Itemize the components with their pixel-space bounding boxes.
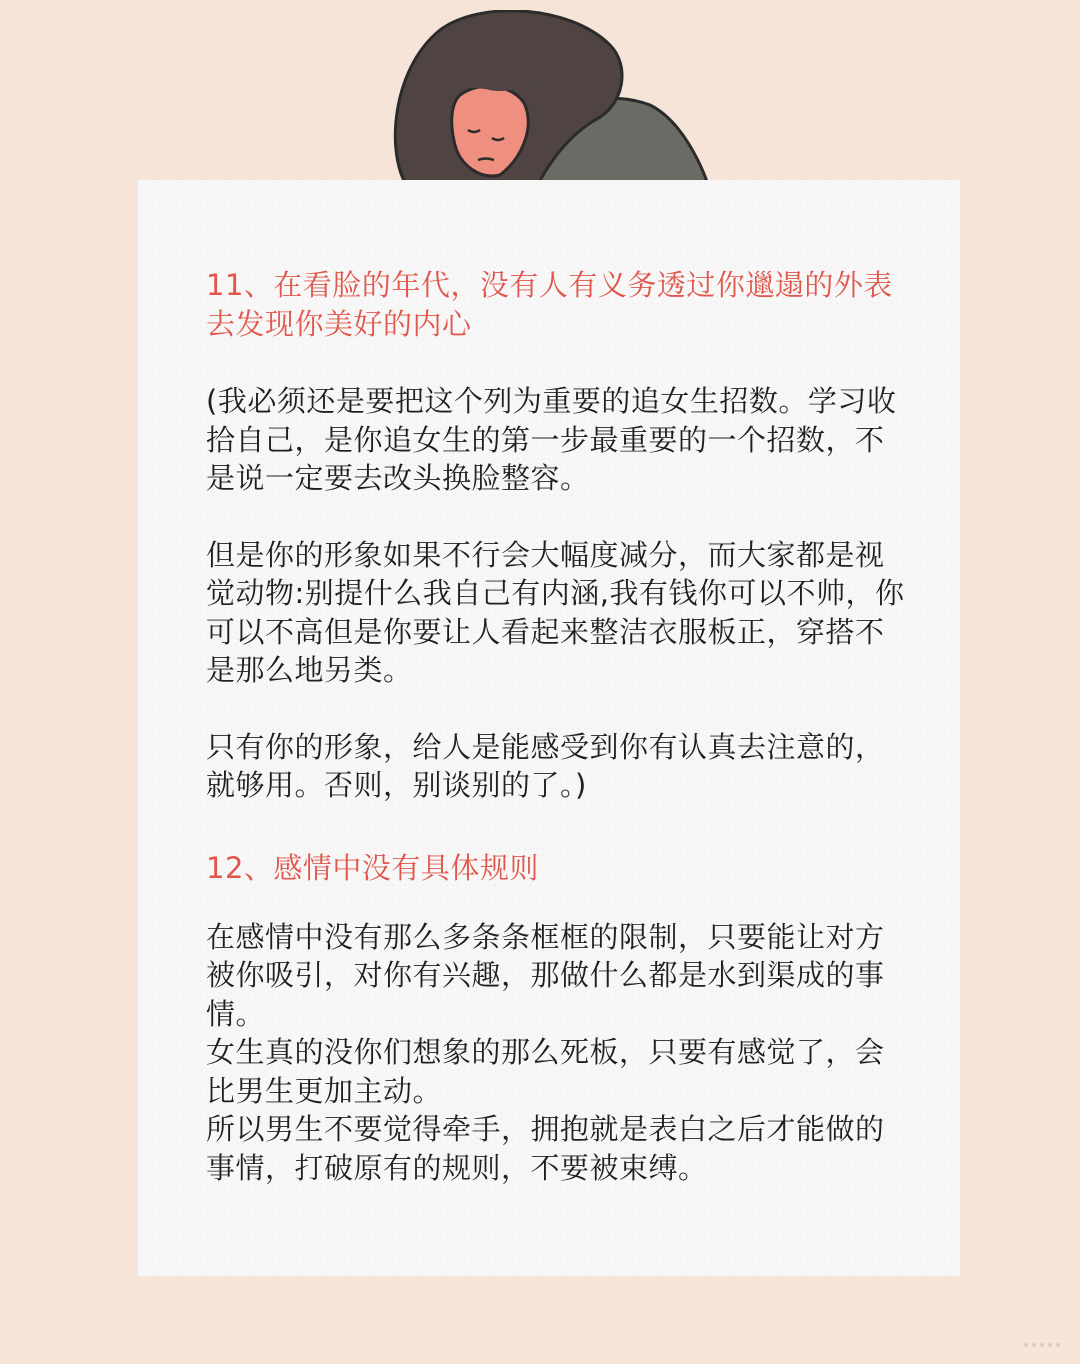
content-card (138, 180, 960, 1276)
section-12-title: 12、感情中没有具体规则 (206, 850, 539, 885)
section-12-paragraph-2: 女生真的没你们想象的那么死板，只要有感觉了，会比男生更加主动。 (206, 1035, 885, 1108)
section-11-paragraph-2: 但是你的形象如果不行会大幅度减分，而大家都是视觉动物:别提什么我自己有内涵,我有钱你可以不帅，你可以不高但是你要让人看起来整洁衣服板正，穿搭不是那么地另类。 (206, 537, 905, 687)
article-content (206, 266, 906, 1187)
watermark-dots (1022, 1340, 1062, 1350)
section-11-title: 11、在看脸的年代，没有人有义务透过你邋遢的外表去发现你美好的内心 (206, 268, 893, 341)
section-11-paragraph-3: 只有你的形象，给人是能感受到你有认真去注意的，就够用。否则，别谈别的了。) (206, 729, 885, 802)
section-12-paragraph-3: 所以男生不要觉得牵手，拥抱就是表白之后才能做的事情，打破原有的规则，不要被束缚。 (206, 1112, 885, 1185)
sad-woman-illustration (350, 10, 730, 190)
section-11-paragraph-1: (我必须还是要把这个列为重要的追女生招数。学习收拾自己，是你追女生的第一步最重要的一个招数，不是说一定要去改头换脸整容。 (206, 384, 897, 495)
section-12-paragraph-1: 在感情中没有那么多条条框框的限制，只要能让对方被你吸引，对你有兴趣，那做什么都是水到渠成的事情。 (206, 919, 885, 1031)
